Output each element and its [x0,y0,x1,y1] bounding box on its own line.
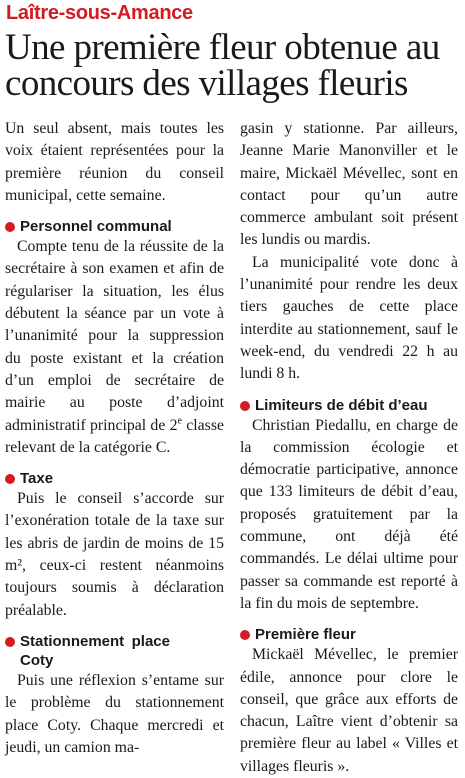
bullet-dot-icon [5,222,15,232]
section-body-taxe: Puis le conseil s’accorde sur l’exonération totale de la taxe sur les abris de jardin de moins de 15 m², ceux-ci restent néanmoins toujours soumis à déclaration préalable. [5,490,224,619]
section-body-stationnement-vote: La municipalité vote donc à l’unanimité pour rendre les deux tiers gauches de cette place interdite au stationnement, sauf le week-end, du vendredi 22 h au lundi 8 h. [240,253,458,383]
bullet-dot-icon [5,637,15,647]
section-title: Personnel communal [20,218,172,236]
section-title: Taxe [20,470,54,488]
article-kicker: Laître-sous-Amance [6,2,193,24]
section-text: classe relevant de la catégorie C. [5,416,224,456]
section-heading-taxe [5,469,224,488]
section-body-stationnement-right: gasin y stationne. Par ailleurs, Jeanne Marie Manonviller et le maire, Mickaël Mévellec, sont en contact pour qu’un autre commerce ambulant soit présent les lundis ou mardis. [240,120,458,249]
section-title: Stationnement place Coty [20,632,170,669]
article-headline: Une première fleur obtenue au concours des villages fleuris [5,27,440,104]
section-heading-fleur [240,625,458,644]
section-title: Limiteurs de débit d’eau [255,396,428,414]
section-text: Compte tenu de la réussite de la secrétaire à son examen et afin de régulariser la situation, les élus débutent la séance par un vote à l’unanimité pour la suppression du poste existant et la création d’un emploi de secrétaire de mairie au poste d’adjoint administratif principal de 2 [5,238,224,434]
article-intro: Un seul absent, mais toutes les voix étaient représentées pour la première réunion du conseil municipal, cette semaine. [5,120,224,204]
superscript: e [177,415,182,427]
section-title: Première fleur [255,626,356,644]
bullet-dot-icon [5,474,15,484]
section-body-stationnement-left: Puis une réflexion s’entame sur le problème du stationnement place Coty. Chaque mercredi et jeudi, un camion ma- [5,671,224,756]
bullet-dot-icon [240,401,250,411]
section-heading-personnel [5,217,224,236]
section-heading-limiteurs [240,396,458,415]
section-body-limiteurs: Christian Piedallu, en charge de la commission écologie et démocratie participative, annonce que 133 limiteurs de débit d’eau, proposés gratuitement par la commune, ont déjà été commandés. Le délai ultime pour passer sa commande est reporté à la fin du mois de septembre. [240,416,458,612]
section-body-fleur: Mickaël Mévellec, le premier édile, annonce pour clore le conseil, que grâce aux efforts de chacun, Laître vient d’obtenir sa première fleur au label « Villes et villages fleuris ». [240,646,458,775]
article-column-left [5,118,224,759]
section-heading-stationnement [5,632,224,670]
article-column-right [240,118,458,778]
section-body-personnel [5,236,224,459]
bullet-dot-icon [240,630,250,640]
